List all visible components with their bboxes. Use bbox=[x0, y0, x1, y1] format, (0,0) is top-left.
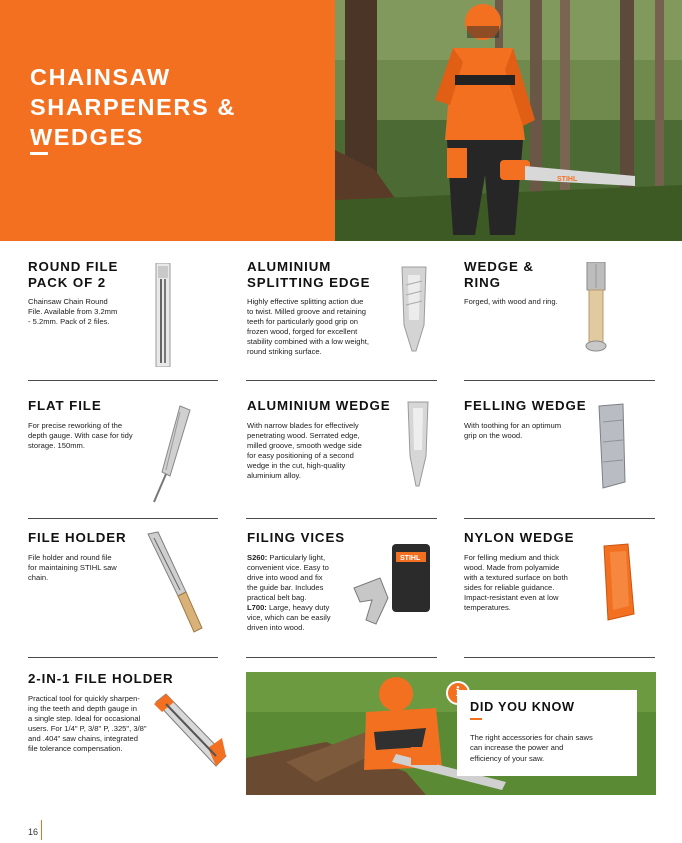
divider bbox=[464, 657, 655, 658]
nylon-wedge-image bbox=[598, 542, 638, 627]
page-title bbox=[30, 62, 236, 152]
wedge-ring-image bbox=[583, 262, 609, 359]
divider bbox=[28, 657, 218, 658]
product-description: File holder and round file for maintaining STIHL saw chain. bbox=[28, 552, 117, 582]
title-line-3: WEDGES bbox=[30, 124, 145, 150]
product-title: ALUMINIUM WEDGE bbox=[247, 398, 391, 413]
divider bbox=[464, 380, 655, 381]
title-underline bbox=[30, 152, 48, 155]
page-number: 16 bbox=[28, 827, 39, 837]
divider bbox=[246, 380, 437, 381]
product-description: Highly effective splitting action due to twist. Milled groove and retaining teeth for particularly good grip on frozen wood, forged for excellent stability combined with a low weight, round striking surface. bbox=[247, 297, 369, 357]
did-you-know-box bbox=[457, 690, 637, 776]
product-title: FELLING WEDGE bbox=[464, 398, 587, 413]
product-title: FILE HOLDER bbox=[28, 530, 127, 545]
product-file-holder bbox=[28, 530, 153, 583]
product-title: WEDGE & RING bbox=[464, 259, 534, 290]
product-title: ALUMINIUM SPLITTING EDGE bbox=[247, 259, 371, 290]
product-felling-wedge bbox=[464, 398, 594, 441]
2-in-1-file-holder-image bbox=[152, 690, 228, 779]
divider bbox=[28, 518, 218, 519]
product-description: With toothing for an optimum grip on the wood. bbox=[464, 420, 562, 440]
did-you-know-title: DID YOU KNOW bbox=[470, 700, 575, 714]
file-holder-image bbox=[142, 530, 206, 639]
product-filing-vices bbox=[247, 530, 357, 633]
product-description: Forged, with wood and ring. bbox=[464, 297, 558, 306]
product-description: For precise reworking of the depth gauge. With case for tidy storage. 150mm. bbox=[28, 420, 133, 450]
product-description: Chainsaw Chain Round File. Available from 3.2mm - 5.2mm. Pack of 2 files. bbox=[28, 297, 118, 327]
product-aluminium-splitting-edge bbox=[247, 259, 392, 358]
felling-wedge-image bbox=[595, 402, 629, 495]
product-wedge-ring bbox=[464, 259, 574, 307]
product-description: For felling medium and thick wood. Made from polyamide with a textured surface on both sides for reliable guidance. Impact-resistant even at low temperatures. bbox=[464, 552, 568, 612]
product-title: ROUND FILE PACK OF 2 bbox=[28, 259, 119, 290]
splitting-edge-image bbox=[396, 265, 432, 358]
did-you-know-underline bbox=[470, 718, 482, 720]
svg-text:STIHL: STIHL bbox=[557, 176, 578, 183]
product-flat-file bbox=[28, 398, 153, 451]
divider bbox=[28, 380, 218, 381]
aluminium-wedge-image bbox=[402, 400, 434, 493]
page-number-bar bbox=[41, 820, 42, 840]
product-title: FLAT FILE bbox=[28, 398, 102, 413]
product-round-file bbox=[28, 259, 138, 327]
divider bbox=[464, 518, 655, 519]
divider bbox=[246, 518, 437, 519]
product-title: 2-IN-1 FILE HOLDER bbox=[28, 671, 174, 686]
product-2-in-1-file-holder bbox=[28, 671, 174, 754]
forestry-worker-photo bbox=[335, 0, 682, 241]
did-you-know-text: The right accessories for chain saws can increase the power and efficiency of your saw. bbox=[470, 733, 593, 763]
round-file-image bbox=[148, 263, 178, 372]
flat-file-image bbox=[150, 404, 196, 509]
title-line-2: SHARPENERS & bbox=[30, 94, 236, 120]
filing-vice-image bbox=[346, 540, 436, 633]
product-title: NYLON WEDGE bbox=[464, 530, 575, 545]
title-line-1: CHAINSAW bbox=[30, 64, 171, 90]
product-description: Practical tool for quickly sharpen- ing the teeth and depth gauge in a single step. Ideal for occasional users. For 1/4" P, 3/8" P, .325", 3/8" and .404" saw chains, integrated file tolerance compensation. bbox=[28, 693, 147, 753]
product-description: S260: Particularly light, convenient vice. Easy to drive into wood and fix the guide bar. Includes practical belt bag. L700: Large, heavy duty vice, which can be easily driven into wood. bbox=[247, 552, 331, 633]
product-nylon-wedge bbox=[464, 530, 594, 613]
product-description: With narrow blades for effectively penetrating wood. Serrated edge, milled groove, smooth wedge side for easy positioning of a second wedge in the cut, high-quality aluminium alloy. bbox=[247, 420, 362, 480]
divider bbox=[246, 657, 437, 658]
product-title: FILING VICES bbox=[247, 530, 345, 545]
product-aluminium-wedge bbox=[247, 398, 397, 481]
vice-bag-brand: STIHL bbox=[400, 555, 421, 562]
